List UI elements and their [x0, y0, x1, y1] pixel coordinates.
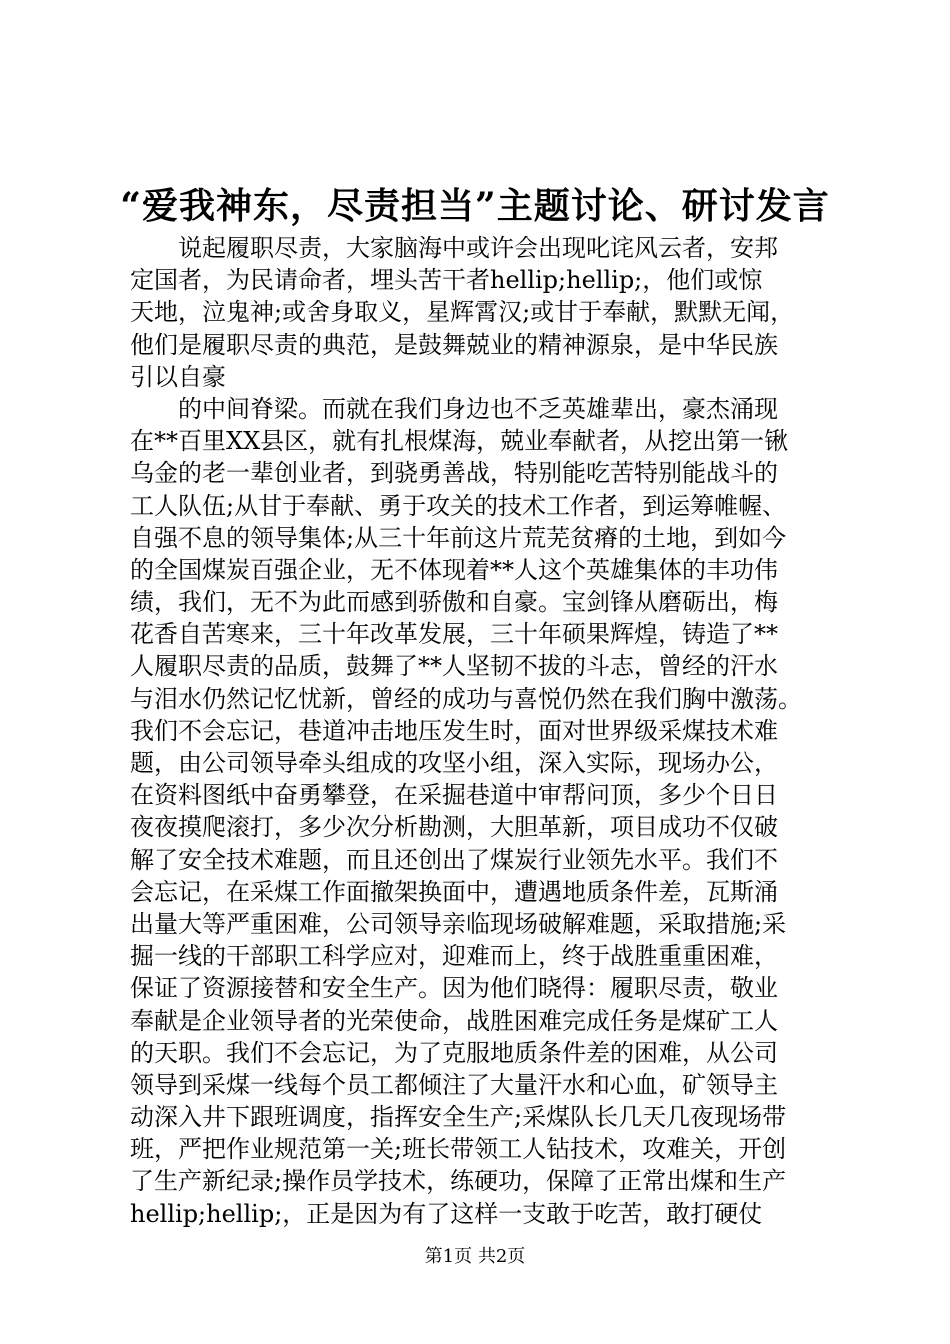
- body-line: 定国者，为民请命者，埋头苦干者hellip;hellip;，他们或惊: [130, 266, 763, 295]
- body-line: 保证了资源接替和安全生产。因为他们晓得：履职尽责，敬业: [130, 974, 778, 1003]
- document-body: [130, 232, 848, 1230]
- body-line: 夜夜摸爬滚打，多少次分析勘测，大胆革新，项目成功不仅破: [130, 813, 778, 842]
- body-line: 与泪水仍然记忆忧新，曾经的成功与喜悦仍然在我们胸中激荡。: [130, 684, 802, 713]
- body-line: 花香自苦寒来，三十年改革发展，三十年硕果辉煌，铸造了**: [130, 620, 778, 649]
- body-line: 解了安全技术难题，而且还创出了煤炭行业领先水平。我们不: [130, 845, 778, 874]
- body-line: 掘一线的干部职工科学应对，迎难而上，终于战胜重重困难，: [130, 942, 778, 971]
- document-title: “爱我神东，尽责担当”主题讨论、研讨发言: [120, 185, 830, 227]
- body-line: hellip;hellip;，正是因为有了这样一支敢于吃苦，敢打硬仗: [130, 1199, 763, 1228]
- body-line: 会忘记，在采煤工作面撤架换面中，遭遇地质条件差，瓦斯涌: [130, 877, 778, 906]
- body-line: 领导到采煤一线每个员工都倾注了大量汗水和心血，矿领导主: [130, 1070, 778, 1099]
- body-line: 了生产新纪录;操作员学技术，练硬功，保障了正常出煤和生产: [130, 1167, 787, 1196]
- body-line: 工人队伍;从甘于奉献、勇于攻关的技术工作者，到运筹帷幄、: [130, 491, 787, 520]
- page-footer: 第1页 共2页: [424, 1246, 526, 1267]
- body-line: 我们不会忘记，巷道冲击地压发生时，面对世界级采煤技术难: [130, 716, 778, 745]
- body-line: 在**百里XX县区，就有扎根煤海，兢业奉献者，从挖出第一锹: [130, 427, 789, 456]
- body-line: 班，严把作业规范第一关;班长带领工人钻技术，攻难关，开创: [130, 1135, 787, 1164]
- body-line: 他们是履职尽责的典范，是鼓舞兢业的精神源泉，是中华民族: [130, 330, 778, 359]
- body-line: 人履职尽责的品质，鼓舞了**人坚韧不拔的斗志，曾经的汗水: [130, 652, 778, 681]
- body-line: 说起履职尽责，大家脑海中或许会出现叱诧风云者，安邦: [130, 234, 778, 262]
- body-line: 动深入井下跟班调度，指挥安全生产;采煤队长几天几夜现场带: [130, 1103, 787, 1132]
- body-line: 引以自豪: [130, 362, 226, 391]
- body-line: 的全国煤炭百强企业，无不体现着**人这个英雄集体的丰功伟: [130, 555, 778, 584]
- body-line: 的天职。我们不会忘记，为了克服地质条件差的困难，从公司: [130, 1038, 778, 1067]
- body-line: 题，由公司领导牵头组成的攻坚小组，深入实际，现场办公，: [130, 749, 778, 777]
- body-line: 在资料图纸中奋勇攀登，在采掘巷道中审帮问顶，多少个日日: [130, 781, 778, 810]
- body-line: 奉献是企业领导者的光荣使命，战胜困难完成任务是煤矿工人: [130, 1006, 778, 1035]
- body-line: 出量大等严重困难，公司领导亲临现场破解难题，采取措施;采: [130, 909, 787, 938]
- body-line: 的中间脊梁。而就在我们身边也不乏英雄辈出，豪杰涌现: [130, 394, 778, 423]
- body-line: 绩，我们，无不为此而感到骄傲和自豪。宝剑锋从磨砺出，梅: [130, 588, 778, 617]
- body-line: 自强不息的领导集体;从三十年前这片荒芜贫瘠的土地，到如今: [130, 523, 787, 552]
- body-line: 乌金的老一辈创业者，到骁勇善战，特别能吃苦特别能战斗的: [130, 459, 778, 488]
- body-line: 天地，泣鬼神;或舍身取义，星辉霄汉;或甘于奉献，默默无闻，: [130, 298, 795, 327]
